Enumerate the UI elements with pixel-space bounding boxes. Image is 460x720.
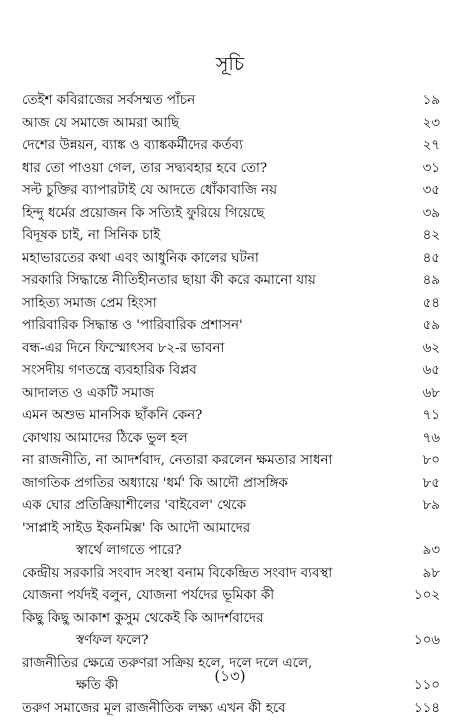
toc-entry-title-line: বিদূষক চাই, না সিনিক চাই	[22, 225, 400, 248]
toc-entry-title-line: সাহিত্য সমাজ প্রেম হিংসা	[22, 293, 400, 316]
toc-entry-title-line: পারিবারিক সিদ্ধান্ত ও 'পারিবারিক প্রশাসন'	[22, 315, 400, 338]
toc-entry-page-number: ২৭	[400, 135, 440, 158]
toc-entry-title	[22, 518, 400, 563]
toc-entry	[22, 608, 440, 653]
toc-entry-page-number: ৪৫	[400, 248, 440, 271]
page-number-footer: (১৩)	[0, 665, 460, 690]
toc-entry-title	[22, 135, 400, 158]
toc-entry-title-line: সল্ট চুক্তির ব্যাপারটাই যে আদতে ধোঁকাবাজি নয়	[22, 180, 400, 203]
page-title: সূচি	[0, 50, 460, 82]
toc-entry-title-line: সংসদীয় গণতন্ত্রে ব্যবহারিক বিপ্লব	[22, 360, 400, 383]
toc-entry-page-number: ৭১	[400, 405, 440, 428]
toc-entry-page-number: ১১০	[400, 675, 440, 698]
toc-entry-title	[22, 383, 400, 406]
toc-entry-page-number: ৯৮	[400, 563, 440, 586]
toc-entry	[22, 383, 440, 406]
toc-entry-title	[22, 203, 400, 226]
toc-entry-title	[22, 495, 400, 518]
toc-entry-page-number: ৭৬	[400, 428, 440, 451]
toc-entry-title	[22, 428, 400, 451]
toc-entry-page-number: ৮৫	[400, 473, 440, 496]
toc-entry	[22, 698, 440, 720]
toc-entry	[22, 338, 440, 361]
toc-entry-page-number: ৮৯	[400, 495, 440, 518]
toc-entry-title	[22, 225, 400, 248]
toc-entry	[22, 473, 440, 496]
table-of-contents	[22, 90, 440, 720]
toc-entry-title	[22, 585, 400, 608]
toc-entry-title-line: হিন্দু ধর্মের প্রয়োজন কি সত্যিই ফুরিয়ে গিয়েছে	[22, 203, 400, 226]
toc-entry-title-line: তেইশ কবিরাজের সর্বসম্মত পাঁচন	[22, 90, 400, 113]
toc-entry-page-number: ৬৮	[400, 383, 440, 406]
toc-entry	[22, 225, 440, 248]
toc-entry-title	[22, 158, 400, 181]
toc-entry	[22, 90, 440, 113]
toc-entry-title	[22, 563, 400, 586]
toc-entry-page-number: ৩৫	[400, 180, 440, 203]
toc-entry-title-line: সরকারি সিদ্ধান্তে নীতিহীনতার ছায়া কী করে কমানো যায়	[22, 270, 400, 293]
toc-entry-page-number: ৫৯	[400, 315, 440, 338]
toc-entry-title	[22, 338, 400, 361]
toc-entry	[22, 428, 440, 451]
toc-entry-title-line: দেশের উন্নয়ন, ব্যাঙ্ক ও ব্যাঙ্ককর্মীদের কর্তব্য	[22, 135, 400, 158]
toc-entry	[22, 270, 440, 293]
toc-entry-page-number: ৬২	[400, 338, 440, 361]
toc-entry	[22, 360, 440, 383]
toc-entry-page-number: ১০৬	[400, 630, 440, 653]
toc-entry-page-number: ৩১	[400, 158, 440, 181]
toc-entry	[22, 135, 440, 158]
toc-entry-title-line: ক্ষতি কী	[22, 675, 400, 698]
toc-entry-title	[22, 608, 400, 653]
toc-entry-title	[22, 360, 400, 383]
toc-entry-page-number: ৯৩	[400, 540, 440, 563]
toc-entry-title	[22, 248, 400, 271]
toc-entry-title	[22, 450, 400, 473]
toc-entry	[22, 203, 440, 226]
toc-entry-title-line: তরুণ সমাজের মূল রাজনীতিক লক্ষ্য এখন কী হবে	[22, 698, 400, 720]
toc-entry	[22, 180, 440, 203]
toc-entry-page-number: ৮০	[400, 450, 440, 473]
toc-entry	[22, 585, 440, 608]
toc-entry	[22, 293, 440, 316]
toc-entry-title	[22, 473, 400, 496]
toc-entry	[22, 563, 440, 586]
toc-entry-page-number: ১০২	[400, 585, 440, 608]
toc-entry-page-number: ২৩	[400, 113, 440, 136]
toc-entry-title	[22, 405, 400, 428]
toc-entry-title-line: স্বার্থে লাগতে পারে?	[22, 540, 400, 563]
toc-entry-title-line: মহাভারতের কথা এবং আধুনিক কালের ঘটনা	[22, 248, 400, 271]
toc-entry-title-line: এক ঘোর প্রতিক্রিয়াশীলের 'বাইবেল' থেকে	[22, 495, 400, 518]
toc-entry-page-number: ৬৫	[400, 360, 440, 383]
toc-entry-title-line: ধার তো পাওয়া গেল, তার সদ্ব্যবহার হবে তো?	[22, 158, 400, 181]
toc-entry-title-line: আজ যে সমাজে আমরা আছি	[22, 113, 400, 136]
toc-entry-title-line: কেন্দ্রীয় সরকারি সংবাদ সংস্থা বনাম বিকেন্দ্রিত সংবাদ ব্যবস্থা	[22, 563, 400, 586]
toc-entry	[22, 315, 440, 338]
toc-entry-page-number: ৫৪	[400, 293, 440, 316]
toc-entry-title	[22, 315, 400, 338]
toc-entry-title-line: যোজনা পর্যদই বলুন, যোজনা পর্যদের ভূমিকা কী	[22, 585, 400, 608]
toc-entry-title-line: 'সাপ্লাই সাইড ইকনমিক্স' কি আদৌ আমাদের	[22, 518, 400, 541]
toc-entry-page-number: ১৯	[400, 90, 440, 113]
toc-entry	[22, 405, 440, 428]
toc-entry-title	[22, 113, 400, 136]
toc-entry-title-line: কোথায় আমাদের ঠিকে ভুল হল	[22, 428, 400, 451]
toc-entry	[22, 450, 440, 473]
toc-entry-page-number: ১১৪	[400, 698, 440, 720]
toc-entry	[22, 158, 440, 181]
toc-entry-title	[22, 90, 400, 113]
toc-entry-title-line: আদালত ও একটি সমাজ	[22, 383, 400, 406]
toc-entry	[22, 518, 440, 563]
toc-entry-title-line: এমন অশুভ মানসিক ছাঁকনি কেন?	[22, 405, 400, 428]
toc-entry-title	[22, 698, 400, 720]
toc-entry-title	[22, 270, 400, 293]
toc-entry-title-line: স্বর্ণফল ফলে?	[22, 630, 400, 653]
toc-entry	[22, 113, 440, 136]
toc-entry-title-line: কিছু কিছু আকাশ কুসুম থেকেই কি আদর্শবাদের	[22, 608, 400, 631]
toc-entry-page-number: ৩৯	[400, 203, 440, 226]
toc-entry-title-line: জাগতিক প্রগতির অধ্যায়ে 'ধর্ম' কি আদৌ প্রাসঙ্গিক	[22, 473, 400, 496]
toc-entry-title	[22, 293, 400, 316]
toc-entry-title-line: রাজনীতির ক্ষেত্রে তরুণরা সক্রিয় হলে, দলে দলে এলে,	[22, 653, 400, 676]
toc-entry	[22, 248, 440, 271]
toc-entry-page-number: ৪৯	[400, 270, 440, 293]
toc-entry-page-number: ৪২	[400, 225, 440, 248]
toc-entry	[22, 495, 440, 518]
toc-entry-title-line: বন্ধ-এর দিনে ফিস্মোৎসব ৮২-র ভাবনা	[22, 338, 400, 361]
toc-entry-title-line: না রাজনীতি, না আদর্শবাদ, নেতারা করলেন ক্ষমতার সাধনা	[22, 450, 400, 473]
toc-entry-title	[22, 180, 400, 203]
